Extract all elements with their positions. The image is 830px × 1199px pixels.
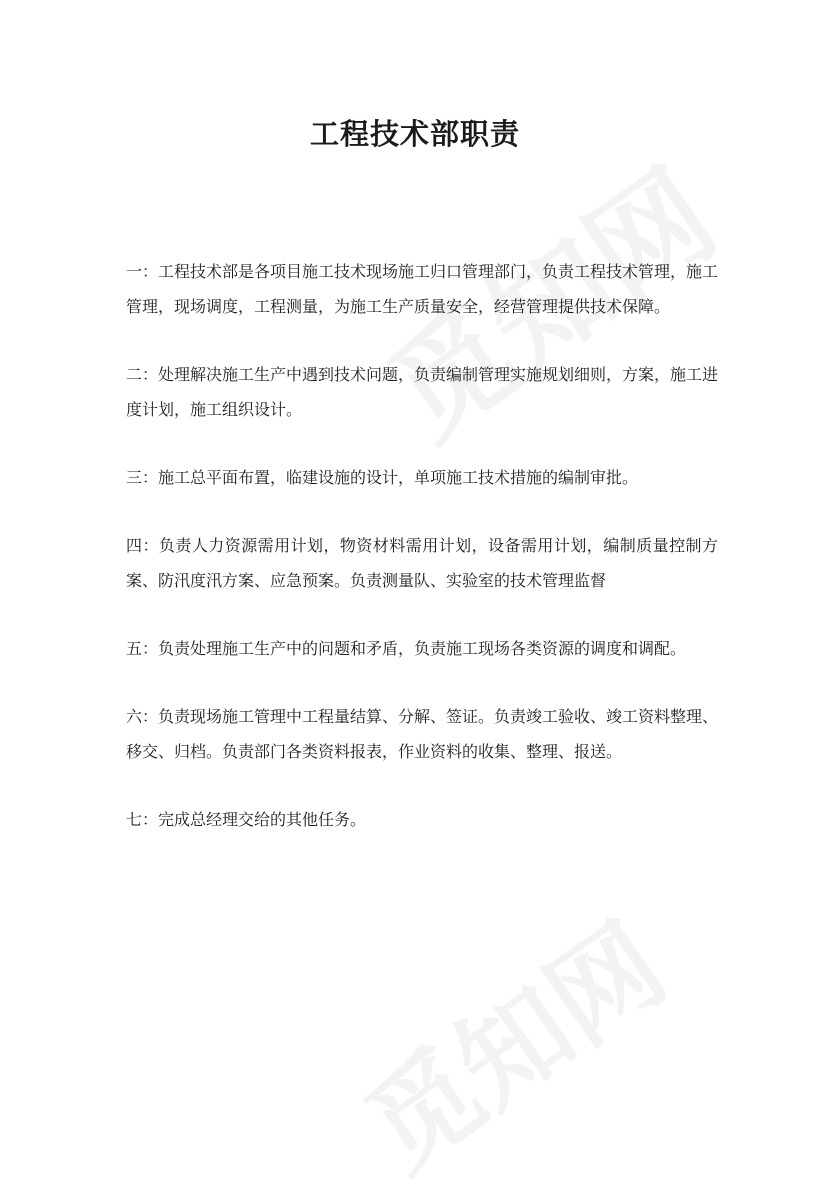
page-title: 工程技术部职责 bbox=[309, 117, 520, 151]
responsibility-item-2: 二：处理解决施工生产中遇到技术问题，负责编制管理实施规划细则，方案，施工进度计划，施工组织设计。 bbox=[126, 365, 719, 419]
responsibility-item-4: 四：负责人力资源需用计划，物资材料需用计划，设备需用计划，编制质量控制方案、防汛度汛方案、应急预案。负责测量队、实验室的技术管理监督 bbox=[126, 536, 718, 590]
responsibility-list bbox=[126, 254, 718, 870]
watermark bbox=[330, 881, 691, 1199]
responsibility-item-6: 六：负责现场施工管理中工程量结算、分解、签证。负责竣工验收、竣工资料整理、移交、归档。负责部门各类资料报表，作业资料的收集、整理、报送。 bbox=[126, 707, 719, 761]
responsibility-item-1: 一：工程技术部是各项目施工技术现场施工归口管理部门，负责工程技术管理，施工管理，现场调度，工程测量，为施工生产质量安全，经营管理提供技术保障。 bbox=[126, 262, 719, 316]
responsibility-item-7: 七：完成总经理交给的其他任务。 bbox=[126, 810, 367, 829]
responsibility-item-3: 三：施工总平面布置，临建设施的设计，单项施工技术措施的编制审批。 bbox=[126, 468, 639, 487]
responsibility-item-5: 五：负责处理施工生产中的问题和矛盾，负责施工现场各类资源的调度和调配。 bbox=[126, 639, 687, 658]
